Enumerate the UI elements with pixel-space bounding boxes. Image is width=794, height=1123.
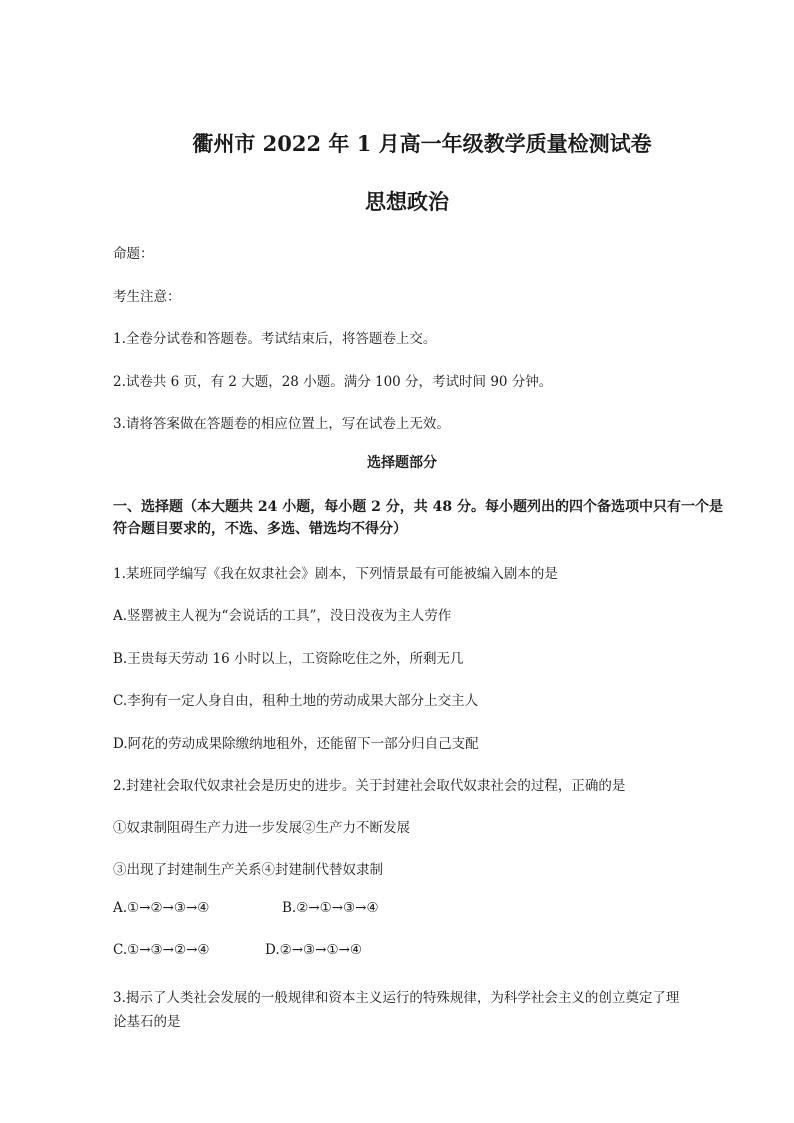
section-instruction: 一、选择题（本大题共 24 小题，每小题 2 分，共 48 分。每小题列出的四个备选项中只有一个是	[113, 499, 723, 515]
question-stem: 2.封建社会取代奴隶社会是历史的进步。关于封建社会取代奴隶社会的过程，正确的是	[113, 778, 626, 794]
notice-item: 1.全卷分试卷和答题卷。考试结束后，将答题卷上交。	[113, 331, 437, 347]
notice-item: 2.试卷共 6 页，有 2 大题，28 小题。满分 100 分，考试时间 90 分钟。	[113, 374, 553, 390]
subject-title: 思想政治	[365, 189, 449, 214]
notice-item: 3.请将答案做在答题卷的相应位置上，写在试卷上无效。	[113, 416, 450, 432]
option-a: A.①→②→③→④	[113, 900, 210, 916]
option-a: A.竖罂被主人视为“会说话的工具”，没日没夜为主人劳作	[113, 608, 452, 624]
section-heading: 选择题部分	[367, 455, 437, 471]
option-b: B.②→①→③→④	[282, 900, 379, 916]
option-d: D.阿花的劳动成果除缴纳地租外，还能留下一部分归自己支配	[113, 736, 479, 752]
option-d: D.②→③→①→④	[265, 942, 362, 958]
question-stem-continued: 论基石的是	[113, 1014, 181, 1030]
question-stem: 1.某班同学编写《我在奴隶社会》剧本，下列情景最有可能被编入剧本的是	[113, 566, 558, 582]
question-item: ①奴隶制阻碍生产力进一步发展②生产力不断发展	[113, 820, 410, 836]
question-item: ③出现了封建制生产关系④封建制代替奴隶制	[113, 862, 383, 878]
section-instruction: 符合题目要求的，不选、多选、错选均不得分）	[113, 521, 407, 537]
exam-title: 衢州市 2022 年 1 月高一年级教学质量检测试卷	[192, 131, 652, 156]
option-b: B.王贵每天劳动 16 小时以上，工资除吃住之外，所剩无几	[113, 651, 464, 667]
author-line: 命题：	[113, 246, 154, 262]
question-stem: 3.揭示了人类社会发展的一般规律和资本主义运行的特殊规律，为科学社会主义的创立奠定了理	[113, 990, 680, 1006]
notice-title: 考生注意：	[113, 289, 181, 305]
option-c: C.李狗有一定人身自由，租种土地的劳动成果大部分上交主人	[113, 693, 479, 709]
option-c: C.①→③→②→④	[113, 942, 210, 958]
